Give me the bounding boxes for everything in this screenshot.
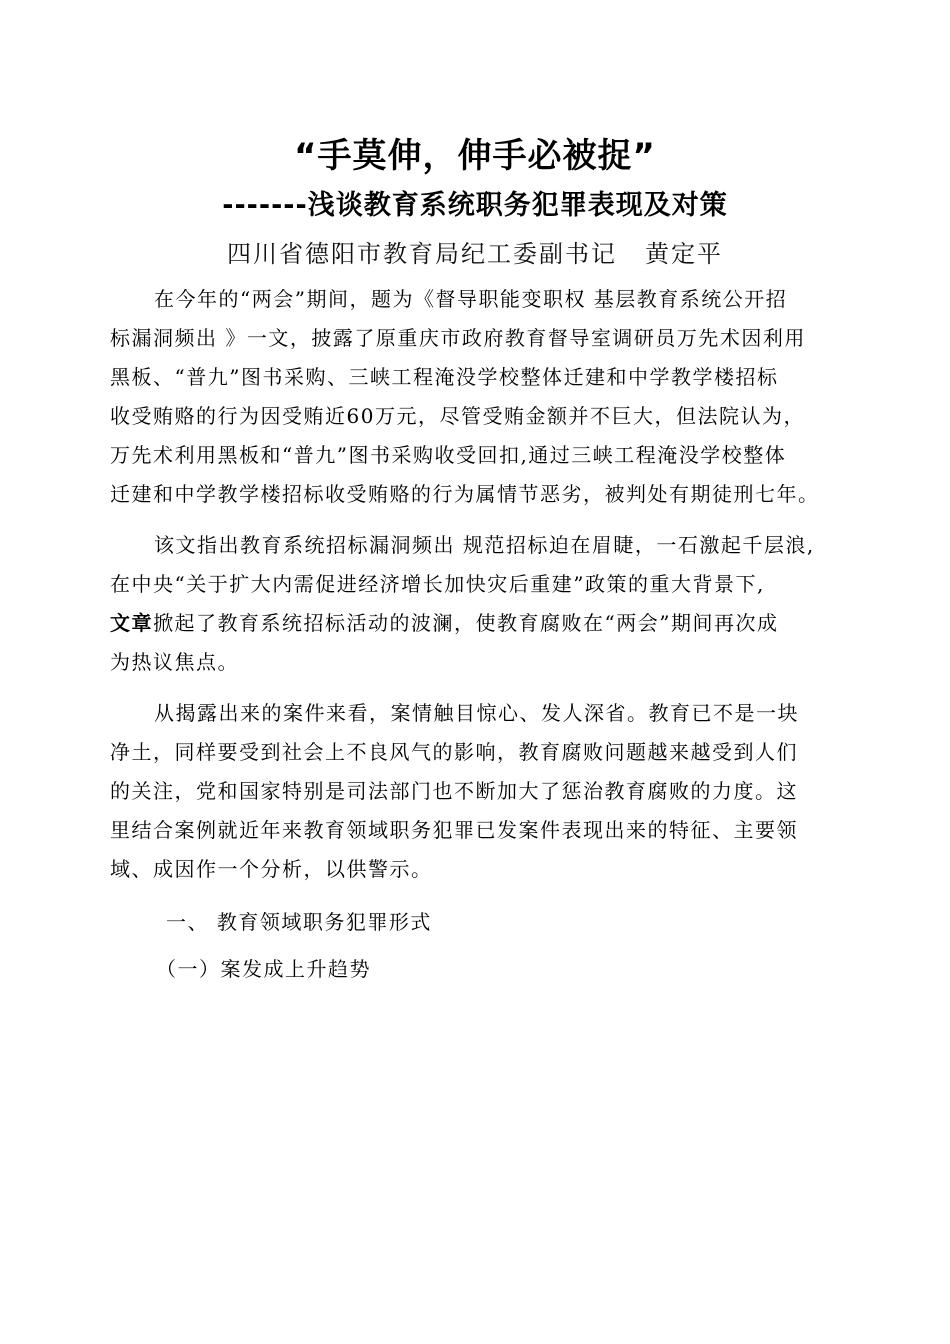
section-heading-1: 一、 教育领域职务犯罪形式	[166, 910, 432, 934]
paragraph-line: 该文指出教育系统招标漏洞频出 规范招标迫在眉睫，一石激起千层浪,	[154, 533, 815, 557]
paragraph-line: 的关注，党和国家特别是司法部门也不断加大了惩治教育腐败的力度。这	[110, 779, 798, 803]
paragraph-line: 从揭露出来的案件来看，案情触目惊心、发人深省。教育已不是一块	[154, 701, 799, 725]
paragraph-line: 标漏洞频出 》一文，披露了原重庆市政府教育督导室调研员万先术因利用	[110, 326, 806, 350]
paragraph-line: 净土，同样要受到社会上不良风气的影响，教育腐败问题越来越受到人们	[110, 740, 798, 764]
paragraph-line: 在今年的“两会”期间，题为《督导职能变职权 基层教育系统公开招	[154, 287, 788, 311]
paragraph-line: 收受贿赂的行为因受贿近60万元，尽管受贿金额并不巨大，但法院认为，	[110, 404, 805, 428]
paragraph-line: 万先术利用黑板和“普九”图书采购收受回扣,通过三峡工程淹没学校整体	[110, 443, 787, 467]
paragraph-line: 里结合案例就近年来教育领域职务犯罪已发案件表现出来的特征、主要领	[110, 818, 798, 842]
paragraph-line: 为热议焦点。	[110, 650, 239, 674]
document-body	[110, 280, 850, 989]
paragraph-line: 域、成因作一个分析，以供警示。	[110, 857, 433, 881]
section-heading-2: （一）案发成上升趋势	[156, 957, 371, 981]
paragraph-line-with-bold	[110, 604, 850, 643]
author-name: 黄定平	[645, 240, 723, 268]
paragraph-line: 迁建和中学教学楼招标收受贿赂的行为属情节恶劣，被判处有期徒刑七年。	[110, 482, 820, 506]
paragraph-3	[110, 694, 850, 889]
author-line	[0, 234, 950, 269]
paragraph-line: 黑板、“普九”图书采购、三峡工程淹没学校整体迁建和中学教学楼招标	[110, 365, 779, 389]
author-position: 四川省德阳市教育局纪工委副书记	[227, 240, 617, 268]
document-title: “手莫伸，伸手必被捉”	[294, 136, 656, 176]
paragraph-2	[110, 526, 850, 682]
paragraph-line: 在中央“关于扩大内需促进经济增长加快灾后重建”政策的重大背景下,	[110, 572, 765, 596]
paragraph-line-rest: 掀起了教育系统招标活动的波澜，使教育腐败在“两会”期间再次成	[153, 611, 779, 635]
document-subtitle: -------浅谈教育系统职务犯罪表现及对策	[222, 190, 728, 221]
paragraph-1	[110, 280, 850, 514]
bold-prefix: 文章	[110, 611, 153, 635]
